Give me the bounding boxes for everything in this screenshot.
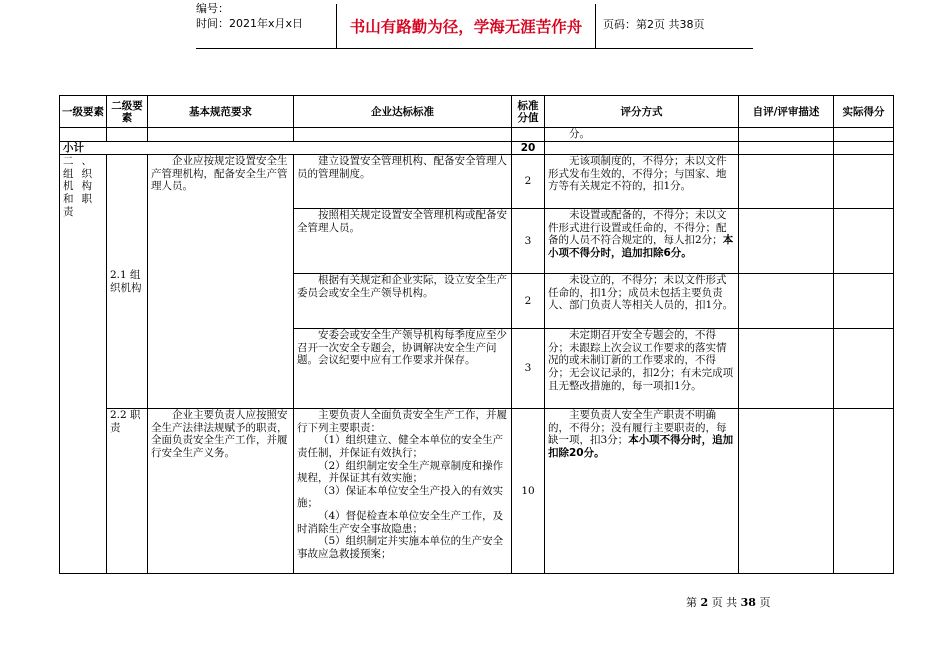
actual-score-cell (834, 209, 894, 274)
col-header-review: 自评/评审描述 (739, 96, 834, 128)
actual-score-cell (834, 155, 894, 209)
standard-line: （4）督促检查本单位安全生产工作，及时消除生产安全事故隐患； (297, 509, 504, 535)
header-motto: 书山有路勤为径，学海无涯苦作舟 (336, 4, 596, 48)
footer-page: 2 (700, 596, 709, 609)
scoring-text: 主要负责人安全生产职责不明确的，不得分；没有履行主要职责的，每缺一项，扣3分； (548, 409, 727, 447)
review-cell (739, 329, 834, 409)
header-page-info: 页码：第2页 共38页 (603, 18, 705, 31)
standard-cell: 安委会或安全生产领导机构每季度应至少召开一次安全专题会，协调解决安全生产问题。会议纪要中应有工作要求并保存。 (294, 329, 512, 409)
standard-cell (294, 409, 512, 574)
table-row (60, 409, 894, 574)
table-row (60, 155, 894, 209)
review-cell (739, 274, 834, 329)
score-cell: 2 (512, 274, 545, 329)
col-header-standard: 企业达标标准 (294, 96, 512, 128)
col-header-scoring: 评分方式 (545, 96, 739, 128)
scoring-cell (545, 274, 739, 329)
page-header (196, 1, 753, 49)
requirement-2-2: 企业主要负责人应按照安全生产法律法规赋予的职责，全面负责安全生产工作，并履行安全生产义务。 (148, 409, 294, 574)
footer-prefix: 第 (686, 596, 697, 609)
standards-table (59, 95, 894, 574)
scoring-text: 无该项制度的，不得分；未以文件形式发布生效的，不得分；与国家、地方等有关规定不符的，扣1分。 (548, 155, 727, 193)
scoring-text: 未定期召开安全专题会的，不得分；未跟踪上次会议工作要求的落实情况的或未制订新的工作要求的，不得分；无会议记录的，扣2分；有未完成项且无整改措施的，每一项扣1分。 (548, 329, 734, 392)
level1-cell: 二、组织机构和职责 (60, 155, 107, 574)
review-cell (739, 209, 834, 274)
standard-line: （1）组织建立、健全本单位的安全生产责任制，并保证有效执行； (297, 434, 504, 459)
scoring-cell (545, 209, 739, 274)
standard-cell: 根据有关规定和企业实际，设立安全生产委员会或安全生产领导机构。 (294, 274, 512, 329)
standard-line: 主要负责人全面负责安全生产工作，并履行下列主要职责： (297, 409, 507, 434)
col-header-level2: 二级要素 (107, 96, 148, 128)
level2-cell-2-2: 2.2 职责 (107, 409, 148, 574)
standard-line: （3）保证本单位安全生产投入的有效实施； (297, 484, 504, 510)
subtotal-label: 小计 (60, 141, 512, 155)
actual-score-cell (834, 274, 894, 329)
number-label: 编号： (196, 2, 229, 15)
scoring-cell (545, 409, 739, 574)
actual-score-cell (834, 409, 894, 574)
footer-total: 38 (740, 596, 756, 609)
scoring-text: 未设置或配备的，不得分；未以文件形式进行设置或任命的，不得分；配备的人员不符合规定的，每人扣2分； (548, 209, 727, 247)
review-cell (739, 155, 834, 209)
page-footer (686, 594, 770, 610)
col-header-requirement: 基本规范要求 (148, 96, 294, 128)
table-header-row (60, 96, 894, 128)
carry-over-row (60, 128, 894, 142)
header-rule (196, 48, 753, 49)
score-cell: 2 (512, 155, 545, 209)
review-cell (739, 409, 834, 574)
scoring-bold-text: 本小项不得分时，追加扣除20分。 (548, 434, 734, 459)
standard-cell: 按照相关规定设置安全管理机构或配备安全管理人员。 (294, 209, 512, 274)
footer-suffix: 页 (759, 596, 771, 609)
scoring-cell (545, 155, 739, 209)
footer-middle: 页 共 (711, 596, 738, 609)
standard-line: （2）组织制定安全生产规章制度和操作规程，并保证其有效实施； (297, 459, 504, 485)
subtotal-score: 20 (512, 141, 545, 155)
standard-cell: 建立设置安全管理机构、配备安全管理人员的管理制度。 (294, 155, 512, 209)
score-cell: 3 (512, 209, 545, 274)
level2-cell-2-1: 2.1 组织机构 (107, 155, 148, 409)
actual-score-cell (834, 329, 894, 409)
header-meta (196, 1, 336, 49)
col-header-score: 标准分值 (512, 96, 545, 128)
time-label: 时间：2021年x月x日 (196, 17, 304, 30)
scoring-cell (545, 329, 739, 409)
scoring-bold-text: 本小项不得分时，追加扣除6分。 (548, 234, 734, 259)
requirement-2-1: 企业应按规定设置安全生产管理机构，配备安全生产管理人员。 (148, 155, 294, 409)
carry-over-text: 分。 (545, 128, 739, 142)
col-header-actual: 实际得分 (834, 96, 894, 128)
col-header-level1: 一级要素 (60, 96, 107, 128)
score-cell: 3 (512, 329, 545, 409)
score-cell: 10 (512, 409, 545, 574)
scoring-text: 未设立的，不得分；未以文件形式任命的，扣1分；成员未包括主要负责人、部门负责人等相关人员的，扣1分。 (548, 274, 734, 312)
subtotal-row (60, 141, 894, 155)
standard-line: （5）组织制定并实施本单位的生产安全事故应急救援预案； (297, 535, 504, 560)
